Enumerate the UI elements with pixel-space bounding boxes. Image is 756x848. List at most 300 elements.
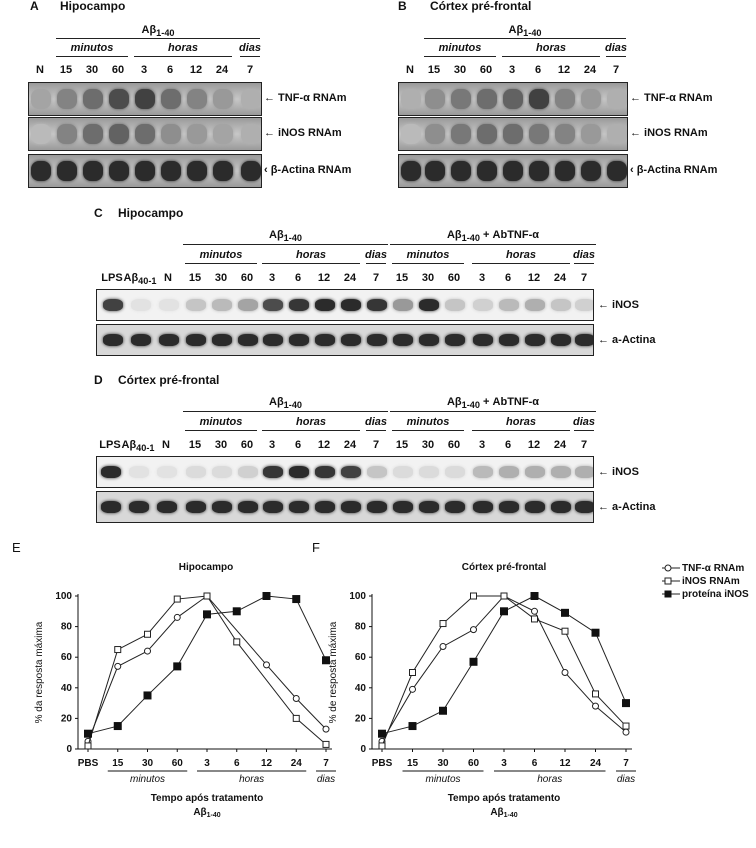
treatment-label: $A\beta_{1-40}$ + AbTNF-α (446, 396, 540, 411)
blot-band (241, 161, 261, 181)
lane-label: 7 (580, 439, 588, 451)
y-tick-label: 60 (60, 652, 72, 664)
x-axis-label: Tempo após tratamento (447, 793, 561, 804)
lane-label: $A\beta_{40-1}$ (123, 272, 157, 287)
blot-band (161, 89, 181, 109)
blot-band (525, 299, 545, 311)
blot-band (367, 501, 387, 513)
x-axis-label-2: $A\beta_{1-40}$ (490, 807, 518, 819)
treatment-label: $A\beta_{1-40}$ (269, 229, 302, 244)
group-rule (502, 56, 600, 57)
blot-row-label: ← a-Actina (598, 501, 656, 513)
lane-label: 3 (140, 64, 148, 76)
rna-blot (28, 117, 262, 151)
lane-label: 30 (214, 272, 228, 284)
blot-band (238, 466, 258, 478)
group-rule (574, 430, 594, 431)
x-tick-label: PBS (371, 758, 393, 769)
treatment-rule (56, 38, 260, 39)
group-rule (262, 263, 360, 264)
blot-band (503, 161, 523, 181)
data-point (293, 715, 299, 721)
group-rule (606, 56, 626, 57)
blot-band (186, 466, 206, 478)
panel-letter: E (12, 540, 21, 555)
x-tick-label: 15 (112, 758, 124, 769)
blot-band (525, 501, 545, 513)
protein-blot (96, 491, 594, 523)
blot-band (451, 161, 471, 181)
blot-band (103, 299, 123, 311)
blot-band (529, 89, 549, 109)
legend-marker (665, 578, 671, 584)
data-point (531, 593, 538, 600)
lane-label: 15 (188, 439, 202, 451)
lane-label: 6 (166, 64, 174, 76)
blot-band (477, 89, 497, 109)
panel-title: Córtex pré-frontal (430, 0, 532, 13)
treatment-label: $A\beta_{1-40}$ (508, 24, 542, 39)
blot-band (109, 124, 129, 144)
group-rule (472, 430, 570, 431)
protein-blot (96, 456, 594, 488)
blot-band (477, 124, 497, 144)
data-point (440, 707, 447, 714)
chart-title: Hipocampo (178, 562, 234, 573)
lane-label: 60 (240, 272, 254, 284)
lane-label: 30 (421, 272, 435, 284)
lane-label: 24 (553, 272, 567, 284)
lane-label: 3 (268, 272, 276, 284)
lane-label: 15 (188, 272, 202, 284)
blot-band (161, 161, 181, 181)
group-rule (424, 56, 496, 57)
blot-band (238, 334, 258, 346)
data-point (409, 723, 416, 730)
group-label: minutos (406, 249, 450, 261)
lane-label: N (406, 64, 414, 76)
y-tick-label: 60 (354, 652, 366, 664)
x-tick-label: 12 (260, 758, 273, 769)
x-tick-label: 3 (501, 758, 507, 769)
blot-band (289, 466, 309, 478)
data-point (144, 692, 151, 699)
lane-label: 6 (534, 64, 542, 76)
group-rule (240, 56, 260, 57)
rna-blot (398, 82, 628, 116)
data-point (204, 593, 210, 599)
data-point (174, 614, 180, 620)
blot-band (83, 124, 103, 144)
blot-band (213, 89, 233, 109)
blot-band (57, 124, 77, 144)
lane-label: 7 (612, 64, 620, 76)
blot-band (159, 299, 179, 311)
blot-band (503, 89, 523, 109)
blot-band (289, 334, 309, 346)
blot-band (263, 299, 283, 311)
x-tick-label: 3 (204, 758, 210, 769)
x-tick-label: 30 (437, 758, 449, 769)
blot-band (525, 334, 545, 346)
blot-band (31, 124, 51, 144)
lane-label: 60 (447, 272, 461, 284)
treatment-rule (183, 411, 388, 412)
blot-band (445, 501, 465, 513)
blot-band (57, 161, 77, 181)
blot-row-label: ← iNOS (598, 299, 639, 311)
blot-band (581, 124, 601, 144)
legend-label: iNOS RNAm (682, 576, 740, 587)
blot-band (607, 161, 627, 181)
blot-band (555, 124, 575, 144)
blot-band (289, 299, 309, 311)
lane-label: 24 (215, 64, 229, 76)
x-tick-label: 30 (141, 758, 154, 769)
data-point (471, 593, 477, 599)
x-tick-label: 60 (171, 758, 183, 769)
data-point (440, 621, 446, 627)
panel-letter: F (312, 540, 320, 555)
blot-band (367, 334, 387, 346)
blot-band (575, 299, 594, 311)
charts-svg (0, 528, 756, 848)
blot-band (499, 466, 519, 478)
blot-band (187, 161, 207, 181)
treatment-rule (183, 244, 388, 245)
blot-band (525, 466, 545, 478)
group-label: horas (296, 249, 326, 261)
y-tick-label: 0 (360, 744, 366, 755)
lane-label: 6 (294, 439, 302, 451)
data-point (114, 723, 121, 730)
y-tick-label: 100 (349, 591, 366, 602)
blot-band (101, 466, 121, 478)
y-tick-label: 0 (66, 744, 72, 755)
lane-label: 60 (479, 64, 493, 76)
legend-label: TNF-α RNAm (682, 563, 745, 574)
lane-label: LPS (101, 272, 123, 284)
lane-label: 24 (583, 64, 597, 76)
x-group-label: minutos (129, 774, 166, 785)
data-point (623, 723, 629, 729)
data-point (623, 729, 629, 735)
lane-label: 30 (214, 439, 228, 451)
blot-band (445, 466, 465, 478)
blot-row-label: ‹ β-Actina RNAm (264, 164, 352, 176)
blot-band (103, 334, 123, 346)
protein-blot (96, 289, 594, 321)
blot-band (575, 466, 594, 478)
lane-label: 60 (111, 64, 125, 76)
blot-band (289, 501, 309, 513)
blot-band (445, 299, 465, 311)
lane-label: 12 (317, 439, 331, 451)
blot-row-label: ← iNOS (598, 466, 639, 478)
blot-band (31, 161, 51, 181)
data-point (501, 608, 508, 615)
series-line (88, 596, 326, 746)
blot-band (393, 334, 413, 346)
blot-band (341, 299, 361, 311)
blot-band (129, 501, 149, 513)
data-point (293, 596, 300, 603)
data-point (410, 686, 416, 692)
blot-row-label: ‹ β-Actina RNAm (630, 164, 718, 176)
group-label: horas (506, 416, 536, 428)
blot-band (425, 124, 445, 144)
data-point (562, 609, 569, 616)
blot-band (445, 334, 465, 346)
data-point (562, 628, 568, 634)
y-tick-label: 20 (354, 713, 366, 725)
y-axis-label: % da resposta máxima (34, 621, 45, 724)
blot-band (607, 124, 627, 144)
group-label: dias (572, 416, 596, 428)
blot-band (367, 466, 387, 478)
y-tick-label: 80 (354, 621, 366, 633)
group-label: minutos (199, 249, 243, 261)
blot-band (187, 124, 207, 144)
data-point (115, 647, 121, 653)
rna-blot (28, 82, 262, 116)
data-point (532, 608, 538, 614)
x-tick-label: 6 (531, 758, 538, 769)
lane-label: 30 (421, 439, 435, 451)
blot-row-label: ← TNF-α RNAm (264, 92, 347, 104)
blot-band (473, 501, 493, 513)
data-point (174, 663, 181, 670)
data-point (592, 629, 599, 636)
blot-band (393, 299, 413, 311)
treatment-rule (390, 411, 596, 412)
x-tick-label: 24 (589, 758, 602, 769)
blot-band (83, 161, 103, 181)
blot-band (157, 466, 177, 478)
panel-title: Córtex pré-frontal (118, 373, 220, 387)
panel-letter: B (398, 0, 407, 13)
blot-band (241, 89, 261, 109)
group-rule (185, 430, 257, 431)
x-axis-label: Tempo após tratamento (150, 793, 264, 804)
y-tick-label: 40 (60, 682, 72, 694)
x-tick-label: 7 (623, 758, 629, 769)
group-rule (574, 263, 594, 264)
panel-letter: D (94, 373, 103, 387)
panel-letter: C (94, 206, 103, 220)
group-label: minutos (199, 416, 243, 428)
group-rule (134, 56, 232, 57)
blot-band (419, 299, 439, 311)
blot-band (212, 299, 232, 311)
group-label: dias (238, 42, 262, 54)
blot-band (101, 501, 121, 513)
blot-band (135, 161, 155, 181)
x-group-label: horas (537, 774, 563, 785)
lane-label: 3 (268, 439, 276, 451)
blot-band (241, 124, 261, 144)
blot-band (212, 334, 232, 346)
legend-marker (665, 591, 672, 598)
blot-band (551, 334, 571, 346)
lane-label: 15 (395, 439, 409, 451)
panel-letter: A (30, 0, 39, 13)
rna-blot (398, 154, 628, 188)
data-point (85, 743, 91, 749)
rna-blot (398, 117, 628, 151)
blot-band (263, 501, 283, 513)
blot-band (157, 501, 177, 513)
treatment-label: $A\beta_{1-40}$ (141, 24, 175, 39)
blot-band (109, 161, 129, 181)
lane-label: 12 (527, 272, 541, 284)
group-label: dias (364, 249, 388, 261)
data-point (379, 730, 386, 737)
lane-label: N (36, 64, 44, 76)
group-label: horas (506, 249, 536, 261)
lane-label: 24 (343, 439, 357, 451)
blot-band (551, 299, 571, 311)
lane-label: 3 (508, 64, 516, 76)
blot-band (419, 334, 439, 346)
group-rule (366, 263, 386, 264)
x-group-label: minutos (425, 774, 461, 785)
x-group-label: dias (316, 774, 336, 785)
group-label: minutos (438, 42, 482, 54)
blot-band (393, 501, 413, 513)
data-point (145, 648, 151, 654)
blot-band (315, 299, 335, 311)
blot-band (367, 299, 387, 311)
lane-label: 7 (246, 64, 254, 76)
group-label: dias (572, 249, 596, 261)
blot-band (473, 466, 493, 478)
blot-band (31, 89, 51, 109)
data-point (115, 663, 121, 669)
blot-band (159, 334, 179, 346)
blot-band (187, 89, 207, 109)
lane-label: 60 (447, 439, 461, 451)
group-rule (392, 263, 464, 264)
y-tick-label: 100 (55, 591, 72, 602)
data-point (145, 631, 151, 637)
group-label: horas (536, 42, 566, 54)
blot-band (451, 89, 471, 109)
data-point (234, 639, 240, 645)
blot-band (499, 501, 519, 513)
blot-band (419, 501, 439, 513)
data-point (323, 741, 329, 747)
blot-band (263, 466, 283, 478)
lane-label: 6 (294, 272, 302, 284)
x-tick-label: 60 (467, 758, 480, 769)
legend-label: proteína iNOS (682, 589, 749, 600)
blot-band (473, 334, 493, 346)
data-point (204, 611, 211, 618)
blot-band (477, 161, 497, 181)
x-axis-label-2: $A\beta_{1-40}$ (193, 807, 221, 819)
group-label: horas (168, 42, 198, 54)
x-tick-label: 15 (406, 758, 419, 769)
lane-label: LPS (99, 439, 121, 451)
blot-band (213, 161, 233, 181)
lane-label: 12 (189, 64, 203, 76)
treatment-label: $A\beta_{1-40}$ (269, 396, 302, 411)
blot-band (186, 334, 206, 346)
blot-band (451, 124, 471, 144)
blot-band (83, 89, 103, 109)
blot-band (529, 161, 549, 181)
blot-band (581, 89, 601, 109)
blot-band (401, 89, 421, 109)
group-label: dias (604, 42, 628, 54)
blot-band (341, 466, 361, 478)
group-label: dias (364, 416, 388, 428)
blot-band (425, 161, 445, 181)
blot-band (315, 334, 335, 346)
lane-label: $A\beta_{40-1}$ (121, 439, 155, 454)
group-rule (472, 263, 570, 264)
blot-row-label: ← iNOS RNAm (630, 127, 708, 139)
x-tick-label: 12 (559, 758, 571, 769)
blot-band (57, 89, 77, 109)
blot-row-label: ← iNOS RNAm (264, 127, 342, 139)
rna-blot (28, 154, 262, 188)
blot-band (499, 299, 519, 311)
blot-band (393, 466, 413, 478)
blot-band (186, 299, 206, 311)
series-line (382, 596, 626, 734)
blot-band (238, 299, 258, 311)
data-point (85, 730, 92, 737)
lane-label: 6 (504, 439, 512, 451)
y-tick-label: 20 (60, 713, 72, 725)
blot-band (425, 89, 445, 109)
blot-band (499, 334, 519, 346)
blot-band (315, 466, 335, 478)
blot-band (575, 501, 594, 513)
blot-band (212, 501, 232, 513)
protein-blot (96, 324, 594, 356)
group-label: minutos (70, 42, 114, 54)
x-tick-label: 6 (233, 758, 240, 769)
lane-label: 7 (372, 439, 380, 451)
blot-row-label: ← TNF-α RNAm (630, 92, 713, 104)
blot-band (131, 334, 151, 346)
blot-band (212, 466, 232, 478)
data-point (233, 608, 240, 615)
blot-band (401, 124, 421, 144)
blot-band (135, 89, 155, 109)
blot-band (109, 89, 129, 109)
blot-row-label: ← a-Actina (598, 334, 656, 346)
data-point (562, 670, 568, 676)
data-point (501, 593, 507, 599)
group-rule (56, 56, 128, 57)
blot-band (551, 466, 571, 478)
lane-label: 7 (372, 272, 380, 284)
y-tick-label: 40 (354, 682, 366, 694)
data-point (410, 670, 416, 676)
blot-band (186, 501, 206, 513)
lane-label: 15 (59, 64, 73, 76)
data-point (323, 726, 329, 732)
y-axis-label: % de resposta máxima (328, 621, 339, 724)
x-group-label: dias (616, 774, 636, 785)
data-point (440, 643, 446, 649)
blot-band (315, 501, 335, 513)
lane-label: 12 (317, 272, 331, 284)
